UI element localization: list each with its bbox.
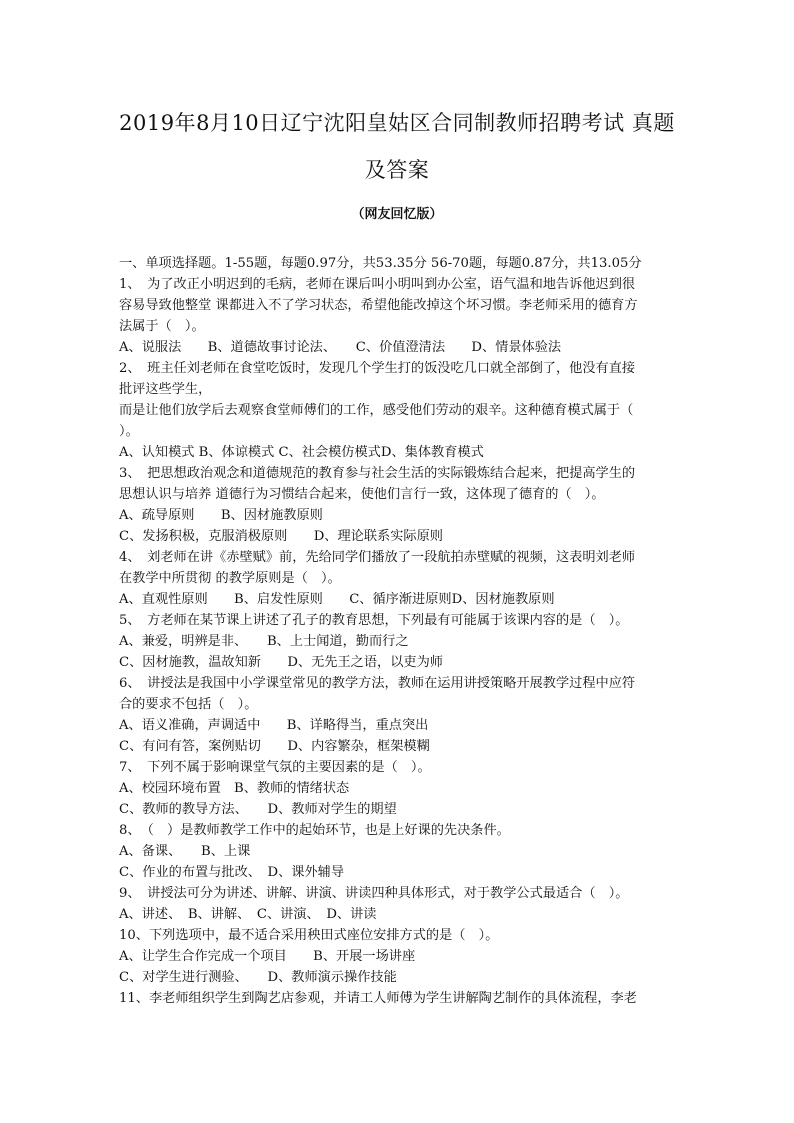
text-line: 在教学中所贯彻 的教学原则是（ ）。 [119, 571, 341, 586]
text-line: 10、下列选项中，最不适合采用秧田式座位安排方式的是（ ）。 [119, 928, 499, 943]
text-line: ）。 [119, 424, 139, 439]
text-line: C、有问有答，案例贴切 D、内容繁杂，框架模糊 [119, 739, 430, 754]
text-line: 5、 方老师在某节课上讲述了孔子的教育思想，下列最有可能属于该课内容的是（ ）。 [119, 613, 629, 628]
text-line: A、兼爱，明辨是非、 B、上士闻道，勤而行之 [119, 634, 409, 649]
text-line: A、让学生合作完成一个项目 B、开展一场讲座 [119, 949, 416, 964]
text-line: 思想认识与培养 道德行为习惯结合起来，使他们言行一致，这体现了德育的（ ）。 [119, 487, 605, 502]
text-line: 7、 下列不属于影响课堂气氛的主要因素的是（ ）。 [119, 760, 431, 775]
text-line: A、讲述、 B、讲解、 C、讲演、 D、讲读 [119, 907, 377, 922]
text-line: 法属于（ ）。 [119, 319, 205, 334]
text-line: C、因材施教，温故知新 D、无先王之语，以吏为师 [119, 655, 443, 670]
text-line: 1、 为了改正小明迟到的毛病，老师在课后叫小明叫到办公室，语气温和地告诉他迟到很 [119, 277, 636, 292]
text-line: 11、李老师组织学生到陶艺店参观，并请工人师傅为学生讲解陶艺制作的具体流程，李老 [119, 991, 637, 1006]
document-subtitle: （网友回忆版） [351, 207, 443, 222]
text-line: 容易导致他整堂 课都进入不了学习状态，希望他能改掉这个坏习惯。李老师采用的德育方 [119, 298, 638, 313]
text-line: 6、 讲授法是我国中小学课堂常见的教学方法，教师在运用讲授策略开展教学过程中应符 [119, 676, 636, 691]
text-line: 2、 班主任刘老师在食堂吃饭时，发现几个学生打的饭没吃几口就全部倒了，他没有直接 [119, 361, 636, 376]
text-line: A、认知模式 B、体谅模式 C、社会模仿模式D、集体教育模式 [119, 445, 484, 460]
text-line: A、语义准确，声调适中 B、详略得当，重点突出 [119, 718, 429, 733]
text-line: C、对学生进行测验、 D、教师演示操作技能 [119, 970, 397, 985]
text-line: 批评这些学生， [119, 382, 212, 397]
text-line: 3、 把思想政治观念和道德规范的教育参与社会生活的实际锻炼结合起来，把提高学生的 [119, 466, 636, 481]
section-header: 一、单项选择题。1-55题，每题0.97分，共53.35分 56-70题，每题0.87分，共13.05分 [119, 256, 642, 271]
document-title [0, 100, 794, 194]
text-line: 9、 讲授法可分为讲述、讲解、讲演、讲读四种具体形式，对于教学公式最适合（ ）。 [119, 886, 629, 901]
text-line: 而是让他们放学后去观察食堂师傅们的工作，感受他们劳动的艰辛。这种德育模式属于（ [119, 403, 634, 418]
text-line: C、作业的布置与批改、 D、课外辅导 [119, 865, 345, 880]
title-line-1: 2019年8月10日辽宁沈阳皇姑区合同制教师招聘考试 真题 [119, 111, 675, 135]
title-line-2: 及答案 [364, 158, 430, 182]
text-line: A、校园环境布置 B、教师的情绪状态 [119, 781, 350, 796]
text-line: 4、 刘老师在讲《赤壁赋》前，先给同学们播放了一段航拍赤壁赋的视频，这表明刘老师 [119, 550, 636, 565]
text-line: 8、 （ ）是教师教学工作中的起始环节，也是上好课的先决条件。 [119, 823, 510, 838]
text-line: C、发扬积极，克服消极原则 D、理论联系实际原则 [119, 529, 443, 544]
document-body [119, 253, 679, 1009]
text-line: A、说服法 B、道德故事讨论法、 C、价值澄清法 D、情景体验法 [119, 340, 562, 355]
text-line: A、备课、 B、上课 [119, 844, 251, 859]
text-line: A、疏导原则 B、因材施教原则 [119, 508, 323, 523]
text-line: C、教师的教导方法、 D、教师对学生的期望 [119, 802, 397, 817]
text-line: A、直观性原则 B、启发性原则 C、循序渐进原则D、因材施教原则 [119, 592, 555, 607]
text-line: 合的要求不包括（ ）。 [119, 697, 258, 712]
